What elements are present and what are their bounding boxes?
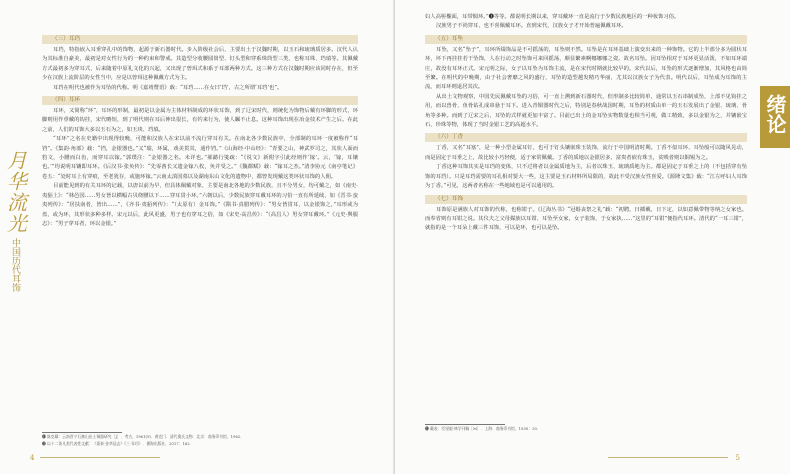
side-title-sub: 中国历代耳饰 <box>10 238 20 292</box>
section-heading: （五）耳坠 <box>425 35 747 44</box>
paragraph: 目前能见到的有关耳环的记载，以唐以前为早，但具体佩戴对象，主要是南北各地的少数民族，且不分男女，均可戴之，如《南史·夷貊上》：“林邑国……男女皆以横幅古贝绕腰以下……穿耳贯小环。”六朝以后，少数民族穿耳戴耳环的习俗一直有所延续，如《晋书·蛮夷列传》：“居扶南者，皆出……”，《齐书·夷貊列传》：“（太原有）金耳饰。”《隋书·真腊列传》：“男女皆贯耳，以金银饰之，”耳形或为盘，或为环，其形状多种多样。宋元以后，此风更盛，男子也有穿耳之俗，如《宋史·高昌传》：“（高昌人）男女穿耳戴环。”《元史·舆服志》：“男子穿耳者，环以金银。” <box>42 183 358 227</box>
right-footnotes <box>425 426 747 433</box>
side-title-main: 月华流光 <box>3 150 28 234</box>
section-heading: （三）耳珰 <box>42 35 358 44</box>
footnote: ❶ 陈克耀：云南晋宁石寨山出土铜器研究［J］．考古，1961(9)．黄克门．清代奥氏文物．北京：商务印书馆，1962． <box>42 434 245 439</box>
paragraph: “耳环”之名在史籍中出现得较晚，可能和汉族人在宋以前不流行穿耳有关。在南北各少数民族中，全部制的耳环一度被称作“耳铛”。《集韵·角部》载：“铛，金银器也。”又“璫，环属，戏美贯其，通作铛。”《山海经·中山经》：“青要之山，神武罗司之，其状人面而豹文，小腰而白齿，而穿耳以镓。”郭璞注：“金银器之名。未详也。”郝懿行笺疏：“《说文》新附字引此经则作‘镓’。云，‘镓，耳镶也。’”均说明耳镶即耳环。《后汉书·张奂传》：“先零酋长又遗金镓八枚，奂并受之。”《魏都赋》载：“镓耳之杰。”清李协元《南亭笔记》卷五：“处时耳上有穿痕，至老犹存，或施环镓。”云南太滇国墓以及湖南东山文化的遗物中，都曾发现戴这类环状耳饰的人佣。 <box>42 136 358 180</box>
folio-rule <box>40 457 160 458</box>
paragraph: 汉族男子不尚穿耳，也不喜佩戴耳环。直到宋代，汉族女子才开始普遍佩戴耳环。 <box>436 23 627 30</box>
side-title <box>2 150 28 292</box>
footnote: ❶ 戴表：臣坚毅·林学刊稿［M］．上海：商务印书馆，1930：20． <box>425 426 541 431</box>
section-heading: （四）耳环 <box>42 96 358 105</box>
paragraph: 从出土文物观察，中国先民佩戴耳坠的习俗，可一直上溯到新石器时代，但形制多比较简单，通常以玉石串制成坠，上部不见钩挂之用，而以兽骨、鱼骨钻孔成串悬于耳下。进入青铜器时代之后，特别是春秋战国时期，耳坠的材质由单一的玉石发展出了金银、琉璃、骨角等多种。而到了辽宋之后，耳坠的式样就更加丰富了。目前已出土的金耳坠实物数量也相当可观，做工精致，多以金银为之，并镶嵌宝石、珍珠等物，体现了当时金银工艺的高超水平。 <box>425 93 747 129</box>
paragraph: 耳珰，特指嵌入耳垂穿孔中的饰物，起源于新石器时代。步入阶级社会后，主要出土于汉魏时期，以玉石和琉璃质居多。汉代人认为其标准自豪美，最初是对女性行为的一种约束和警戒。其造型分收腰圆筒型、钉头型和穿系珠筒型三类，也称耳珠、珰瑱等。其佩戴方式最初多为穿耳式，后来随着中原礼文化的兴起，又出现了曾珥式和系于耳部两种方式。这三种方式在汉魏时期应该同时存在，但至少在汉族上流阶层的女性当中，应是以曾珥这种佩戴方式为主。 <box>42 47 358 82</box>
chapter-badge <box>760 86 790 148</box>
footnote-rule <box>425 424 505 425</box>
right-page <box>395 0 790 474</box>
paragraph: 耳坠，又名“坠子”，耳环所缀饰品是不可摇荡的，耳坠则不然。耳坠是在耳环基础上演变出来的一种饰物。它的上半部分多为圆状耳环，坏下再挂挂若干坠饰，人在行动之时坠饰可来回摇荡，颇显繁素啊娜娜娜之姿。故名耳坠。因耳坠相对于耳环更显活泼，不如耳环端庄，故没有耳环正式。宋元明之际，女子以耳坠为耳饰主流，是在宋代时期就比较早的。宋代以后，耳坠的形式逐渐增加，其风格也由简至繁。在明代的中晚期，由于社会奢靡之风的盛行，耳坠的造型越发精巧华丽，尤其以汉族女子为代表。明代以后，耳坠成为耳饰的主流，而耳环则退居其次。 <box>425 46 747 91</box>
page-number-right: 5 <box>735 454 740 462</box>
section-heading: （六）丁香 <box>425 133 747 142</box>
left-footnotes <box>42 434 358 447</box>
paragraph: 耳珰在明代也被作为耳坠的代称。明《嘉靖赞语》载：“耳珰……在女曰‘珰’，古之所谓‘耳珰’也”。 <box>53 84 283 91</box>
section-heading: （七）耳饰 <box>425 195 747 204</box>
folio-rule <box>608 457 728 458</box>
chapter-glyph: 绪论 <box>763 94 787 134</box>
paragraph: 妇人高髻椭面，耳带铜环。”❶等等。都说明长期以来，穿耳戴环一直是流行于少数民族地区的一种妆饰习俗。 <box>425 14 680 20</box>
paragraph: 丁香这种耳饰其实是耳珰的变体，只不过将者以金属质地为主，后者以珠玉、琉璃质地为主。都是固定于耳垂之上的（不包括穿有坠饰的耳珰）。只是耳珰需要的耳孔相对要大一些，这主要是玉石材料所局限的，故此不受汉族女性喜爱。《源隆文集》载：“江左呼妇人耳饰为丁香。”可见，这两者名称在一些地域也是可以通用的。 <box>425 164 747 190</box>
right-text-column <box>425 13 747 234</box>
left-text-column <box>42 32 358 229</box>
paragraph: 耳环，又简称“环”，耳环的形制，最初是以金属为主体材料制成的环状耳饰，到了辽宋时代，则统化为饰物后戴有环脚的形式，环脚则用作垂戴的钩挂，宋代略短，到了明代则在耳后伸出很长，有钓来行为，使人瞩不止息。这种耳饰出现在冶金技术产生之后。在此之前，人们的耳饰大多以玉石为之，如玉玦、珰瑱。 <box>42 108 358 133</box>
paragraph: 丁香，又名“耳塞”，是一种小型金属耳钉，也可于钉头镶嵌珠玉装饰，流行于中国明清时期。丁香不似耳环、耳坠般可以随风晃动，而是固定于耳垂之上，故比较小巧轻便，适于家常佩戴。丁香的质地以金银居多，富贵者嵌有珠玉，贫贱者则以铜锡为之。 <box>425 145 747 161</box>
footnote-rule <box>42 432 122 433</box>
paragraph: 耳饰原是满族人对耳饰的代称，也称钳子。《辽海丛书》“冠婚丧祭之礼”载：“初聘，曰插戴，日下定，以如意佩带物等纳之女家也。而奉省则有耳钳之说。其仪夫之父母媒族以耳钳、耳坠至女家，女子装饰，于女家执……”这里的“耳钳”便指代耳环。清代的“一耳三钳”，就指的是一个耳朵上戴三件耳饰，可以是环，也可以是坠。 <box>425 206 747 232</box>
page-number-left: 4 <box>30 454 35 462</box>
footnote: ❷ 以十二条凡类代表性文献：《嘉泰·金华县志》《三·耳珰》．暑海出版社，2017：162． <box>42 440 194 446</box>
